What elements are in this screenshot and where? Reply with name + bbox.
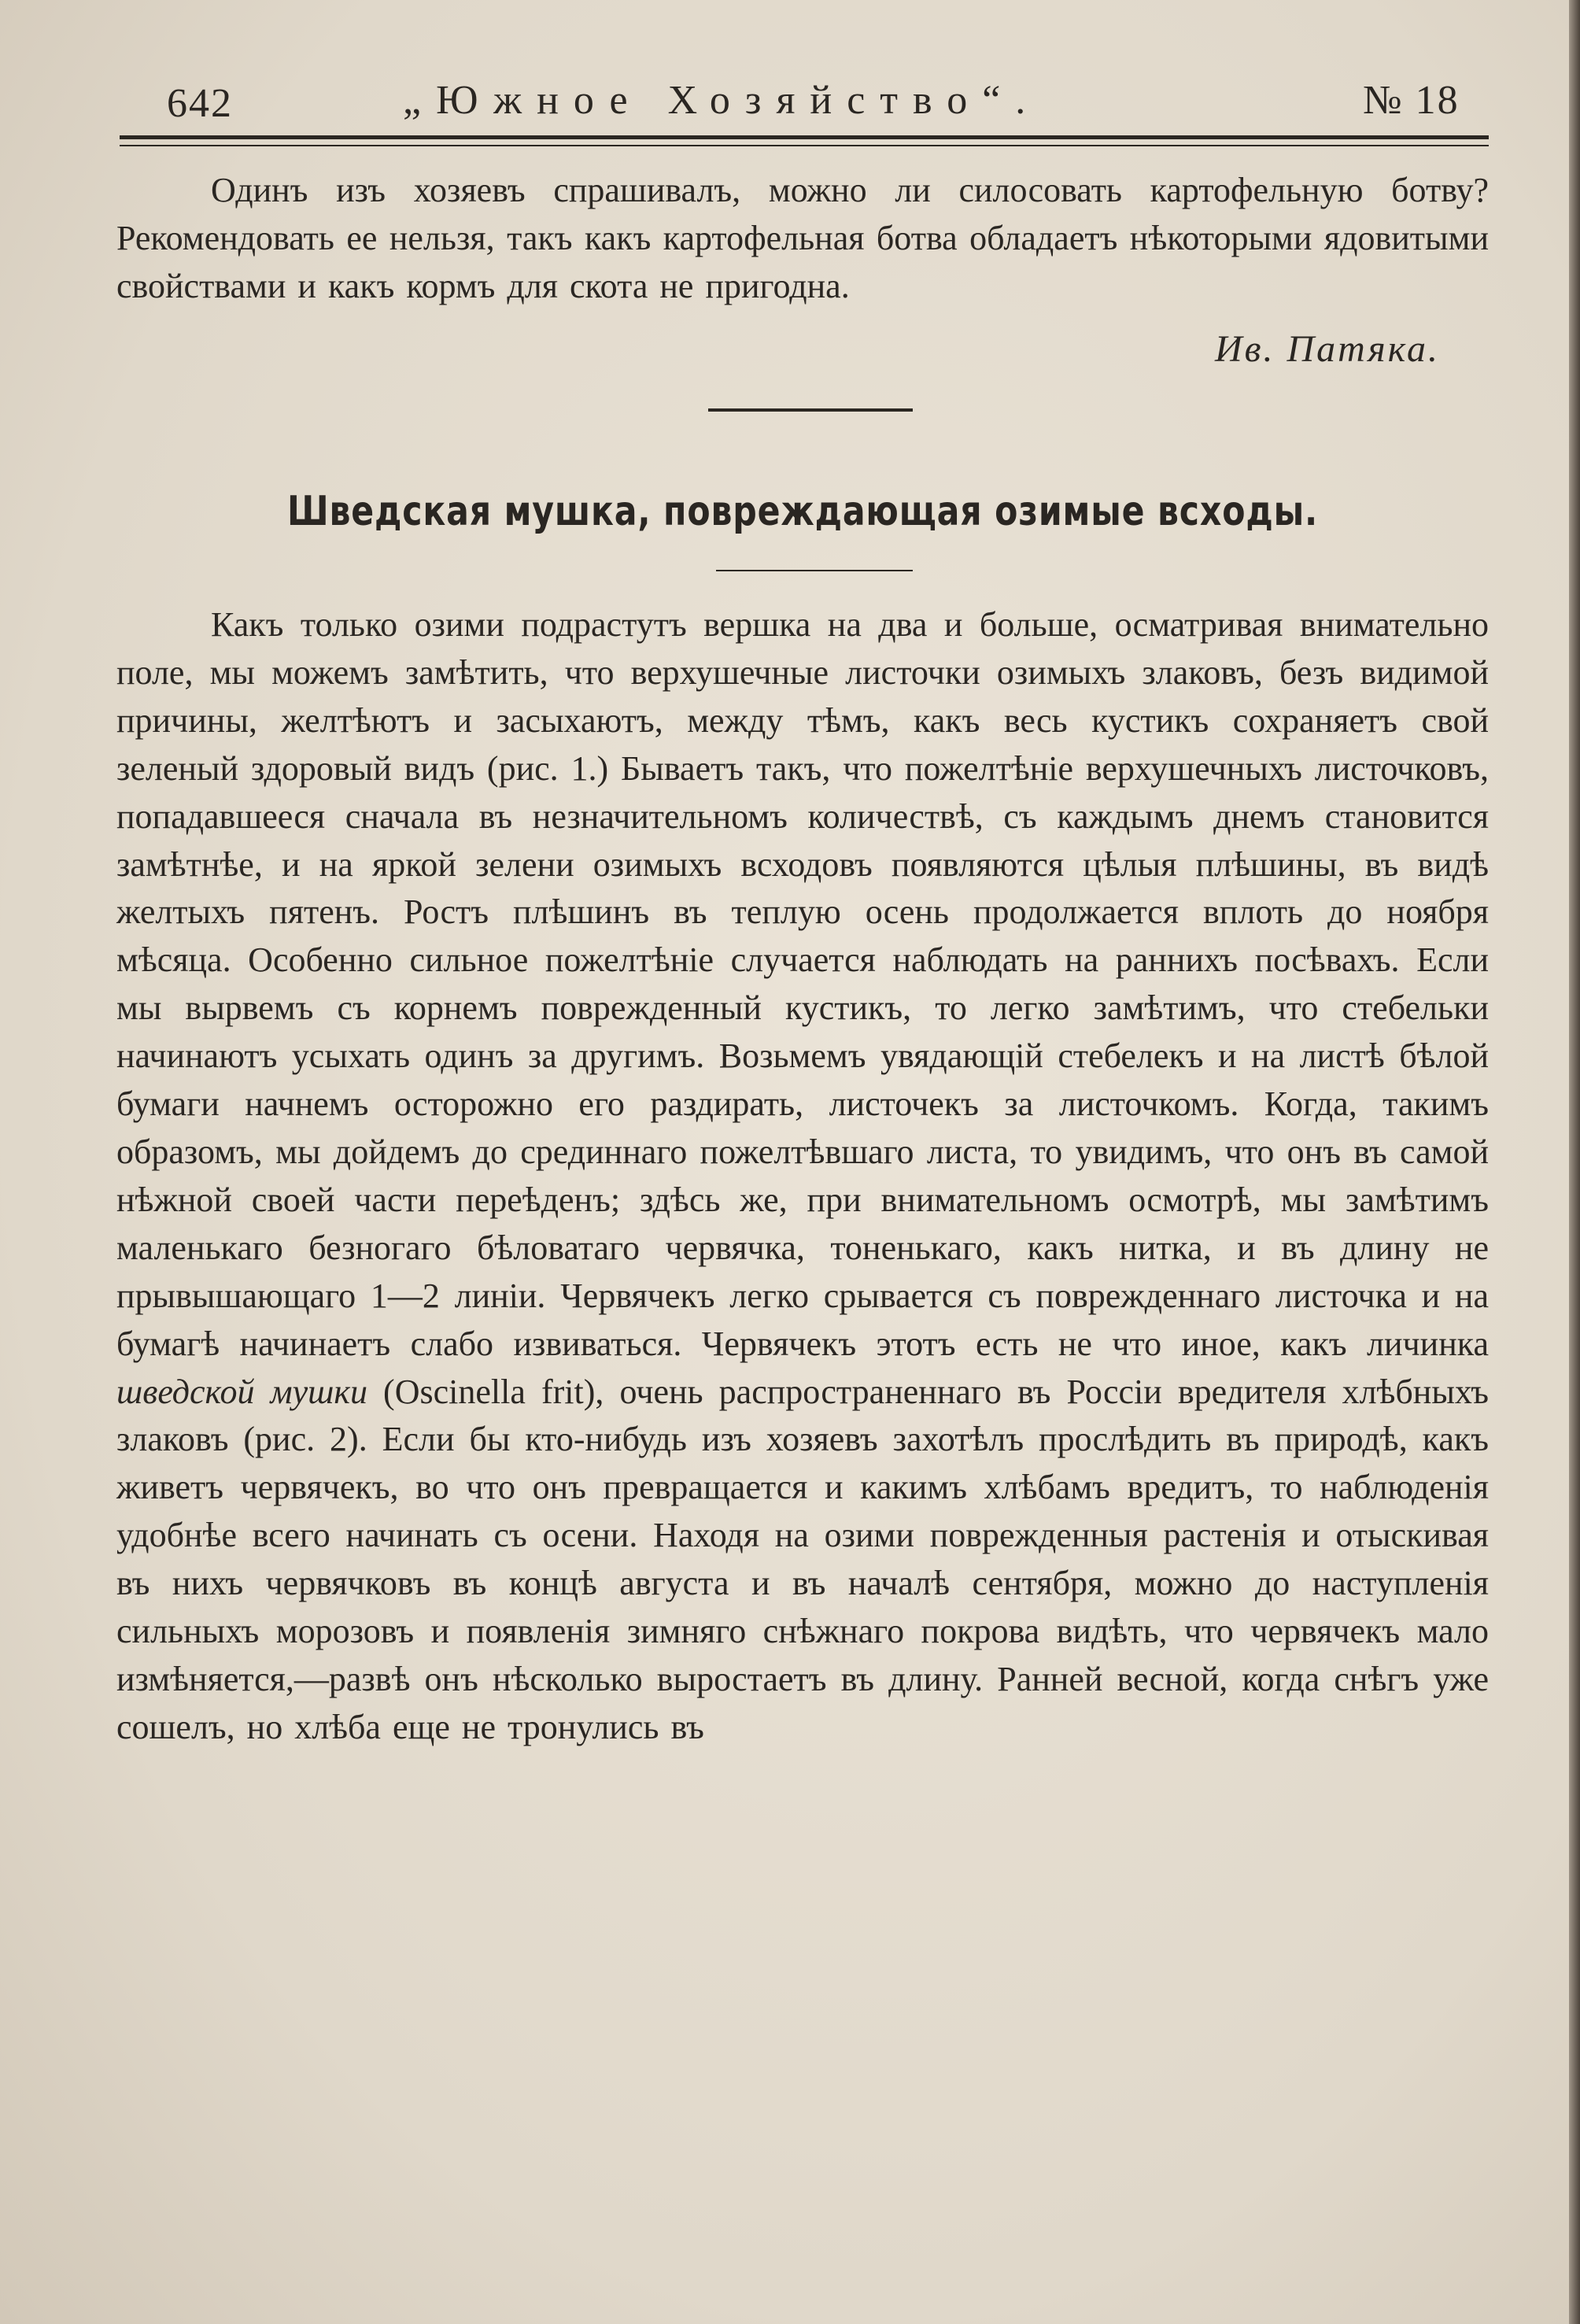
species-name-italic: шведской мушки xyxy=(116,1372,367,1411)
article-title: Шведская мушка, повреждающая озимые всходы. xyxy=(287,488,1318,535)
header-rule-thick xyxy=(120,135,1489,139)
journal-title: „Южное Хозяйство“. xyxy=(403,78,1041,123)
running-header xyxy=(120,69,1489,132)
page-edge-shadow xyxy=(1569,0,1580,2324)
header-rule-thin xyxy=(120,145,1489,146)
article-body xyxy=(116,601,1489,1752)
article-body-text: Какъ только озими подрастутъ вершка на два и больше, осматривая внимательно поле, мы можемъ замѣтить, что верхушечные листочки озимыхъ злаковъ, безъ видимой причины, желтѣютъ и засыхаютъ, между тѣмъ, какъ весь кустикъ сохраняетъ свой зеленый здоровый видъ (рис. 1.) Бываетъ такъ, что пожелтѣніе верхушечныхъ листочковъ, попадавшееся сначала въ незначительномъ количествѣ, съ каждымъ днемъ становится замѣтнѣе, и на яркой зелени озимыхъ всходовъ появляются цѣлыя плѣшины, въ видѣ желтыхъ пятенъ. Ростъ плѣшинъ въ теплую осень продолжается вплоть до ноября мѣсяца. Особенно сильное пожелтѣніе случается наблюдать на раннихъ посѣвахъ. Если мы вырвемъ съ корнемъ поврежденный кустикъ, то легко замѣтимъ, что стебельки начинаютъ усыхать одинъ за другимъ. Возьмемъ увядающій стебелекъ и на листѣ бѣлой бумаги начнемъ осторожно его раздирать, листочекъ за листочкомъ. Когда, такимъ образомъ, мы дойдемъ до срединнаго пожелтѣвшаго листа, то увидимъ, что онъ въ самой нѣжной своей части переѣденъ; здѣсь же, при внимательномъ осмотрѣ, мы замѣтимъ маленькаго безногаго бѣловатаго червячка, тоненькаго, какъ нитка, и въ длину не прывышающаго 1—2 линіи. Червячекъ легко срывается съ поврежденнаго листочка и на бумагѣ начинаетъ слабо извиваться. Червячекъ этотъ есть не что иное, какъ личинка xyxy=(116,605,1489,1363)
issue-number: № 18 xyxy=(1363,78,1460,123)
section-separator xyxy=(708,408,913,412)
title-underline xyxy=(716,570,913,571)
note-author: Ив. Патяка. xyxy=(1215,328,1440,370)
page-number: 642 xyxy=(167,81,233,126)
note-paragraph: Одинъ изъ хозяевъ спрашивалъ, можно ли силосовать картофельную ботву? Рекомендовать ее нельзя, такъ какъ картофельная ботва обладаетъ нѣкоторыми ядовитыми свойствами и какъ кормъ для скота не пригодна. xyxy=(116,171,1489,305)
article-body-text-continued: (Oscinella frit), очень распространеннаго въ Россіи вредителя хлѣбныхъ злаковъ (рис. 2). Если бы кто-нибудь изъ хозяевъ захотѣлъ прослѣдить въ природѣ, какъ живетъ червячекъ, во что онъ превращается и какимъ хлѣбамъ вредитъ, то наблюденія удобнѣе всего начинать съ осени. Находя на озими поврежденныя растенія и отыскивая въ нихъ червячковъ въ концѣ августа и въ началѣ сентября, можно до наступленія сильныхъ морозовъ и появленія зимняго снѣжнаго покрова видѣть, что червячекъ мало измѣняется,—развѣ онъ нѣсколько выростаетъ въ длину. Ранней весной, когда снѣгъ уже сошелъ, но хлѣба еще не тронулись въ xyxy=(116,1372,1489,1746)
